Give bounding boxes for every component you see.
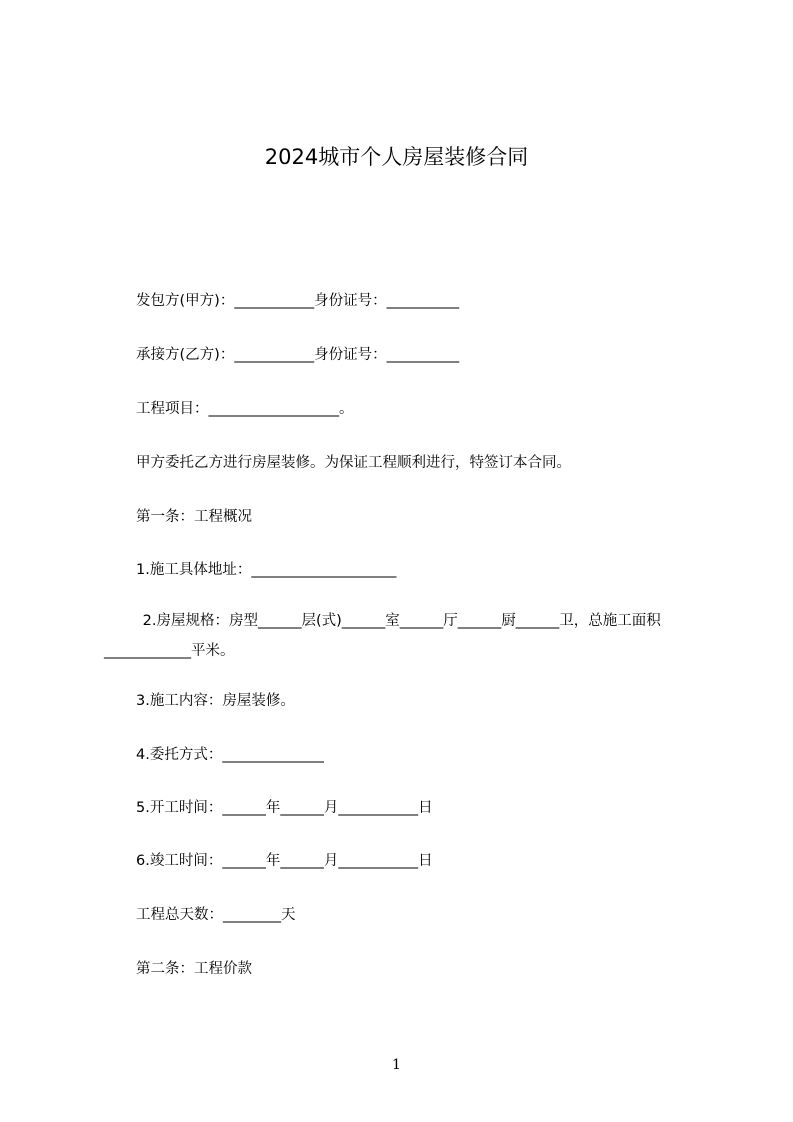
- item-construction-content: 3.施工内容：房屋装修。: [136, 693, 295, 709]
- total-days-line: 工程总天数：________天: [136, 907, 296, 923]
- item-house-spec: 2.房屋规格：房型______层(式)______室______厅______厨______卫，总施工面积____________平米。: [104, 613, 661, 659]
- party-b-line: 承接方(乙方)：___________身份证号：__________: [136, 347, 460, 363]
- item-address: 1.施工具体地址：____________________: [136, 562, 397, 578]
- item-delegation-method: 4.委托方式：______________: [136, 747, 324, 763]
- item-start-date: 5.开工时间：______年______月___________日: [136, 800, 433, 816]
- party-a-line: 发包方(甲方)：___________身份证号：__________: [136, 293, 460, 309]
- article-two-heading: 第二条：工程价款: [136, 961, 252, 977]
- intro-paragraph: 甲方委托乙方进行房屋装修。为保证工程顺利进行，特签订本合同。: [136, 455, 571, 471]
- document-title: 2024城市个人房屋装修合同: [264, 145, 529, 169]
- article-one-heading: 第一条：工程概况: [136, 509, 252, 525]
- project-line: 工程项目：__________________。: [136, 401, 354, 417]
- page-number: 1: [392, 1057, 401, 1073]
- item-completion-date: 6.竣工时间：______年______月___________日: [136, 853, 433, 869]
